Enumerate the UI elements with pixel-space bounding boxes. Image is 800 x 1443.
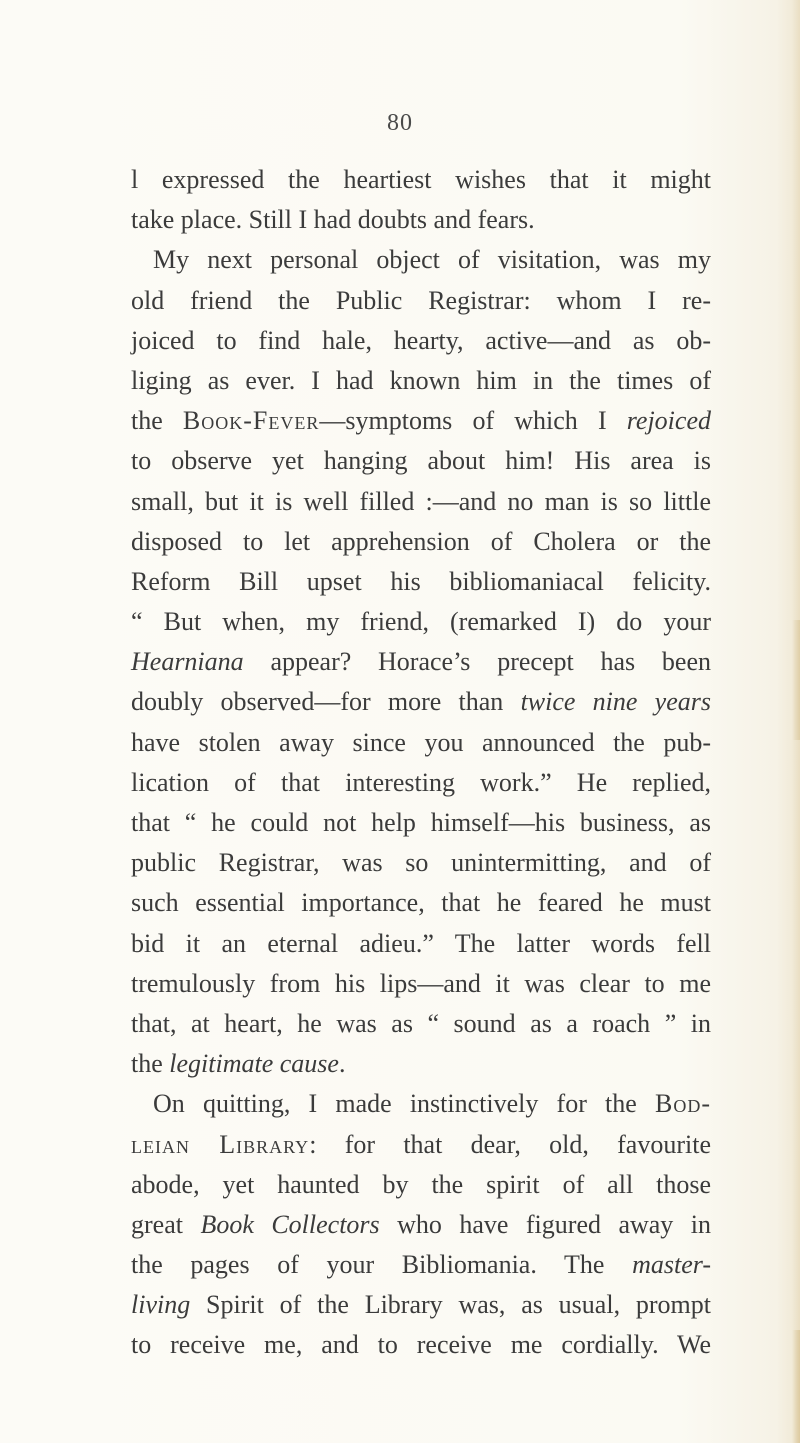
- text-line: that “ he could not help himself—his business, as: [131, 808, 711, 837]
- text-line: take place. Still I had doubts and fears.: [131, 205, 535, 235]
- text-line: the Book-Fever—symptoms of which I rejoiced: [131, 406, 711, 436]
- body-text: [131, 160, 711, 1366]
- text-line: old friend the Public Registrar: whom I re-: [131, 285, 711, 315]
- text-line: to observe yet hanging about him! His area is: [131, 446, 711, 476]
- text-line: abode, yet haunted by the spirit of all those: [131, 1169, 711, 1199]
- text-line: such essential importance, that he feared he must: [131, 888, 711, 918]
- text-line: Reform Bill upset his bibliomaniacal felicity.: [131, 566, 711, 596]
- text-line: great Book Collectors who have figured away in: [131, 1209, 711, 1239]
- text-line: to receive me, and to receive me cordially. We: [131, 1330, 711, 1360]
- text-line: disposed to let apprehension of Cholera or the: [131, 526, 711, 556]
- text-line: On quitting, I made instinctively for the Bod-: [153, 1089, 711, 1119]
- text-line: the pages of your Bibliomania. The master-: [131, 1250, 711, 1280]
- text-line: “ But when, my friend, (remarked I) do your: [131, 607, 711, 637]
- text-line: l expressed the heartiest wishes that it might: [131, 165, 711, 194]
- text-line: small, but it is well filled :—and no man is so little: [131, 486, 711, 516]
- text-line: public Registrar, was so unintermitting, and of: [131, 848, 711, 878]
- text-line: liging as ever. I had known him in the times of: [131, 365, 711, 395]
- text-line: the legitimate cause.: [131, 1049, 346, 1079]
- text-line: tremulously from his lips—and it was clear to me: [131, 968, 711, 998]
- text-line: leian Library: for that dear, old, favourite: [131, 1129, 711, 1159]
- text-line: living Spirit of the Library was, as usual, prompt: [131, 1290, 711, 1320]
- text-line: bid it an eternal adieu.” The latter words fell: [131, 928, 711, 958]
- text-line: lication of that interesting work.” He replied,: [131, 767, 711, 797]
- text-line: that, at heart, he was as “ sound as a roach ” in: [131, 1008, 711, 1038]
- page-number: 80: [387, 110, 413, 136]
- text-line: doubly observed—for more than twice nine years: [131, 687, 711, 717]
- text-line: joiced to find hale, hearty, active—and as ob-: [131, 325, 711, 355]
- page-edge-stain: [792, 620, 800, 740]
- text-line: My next personal object of visitation, was my: [153, 245, 711, 275]
- page-edge-stain: [792, 1330, 800, 1443]
- text-line: Hearniana appear? Horace’s precept has been: [131, 647, 711, 677]
- text-line: have stolen away since you announced the pub-: [131, 727, 711, 757]
